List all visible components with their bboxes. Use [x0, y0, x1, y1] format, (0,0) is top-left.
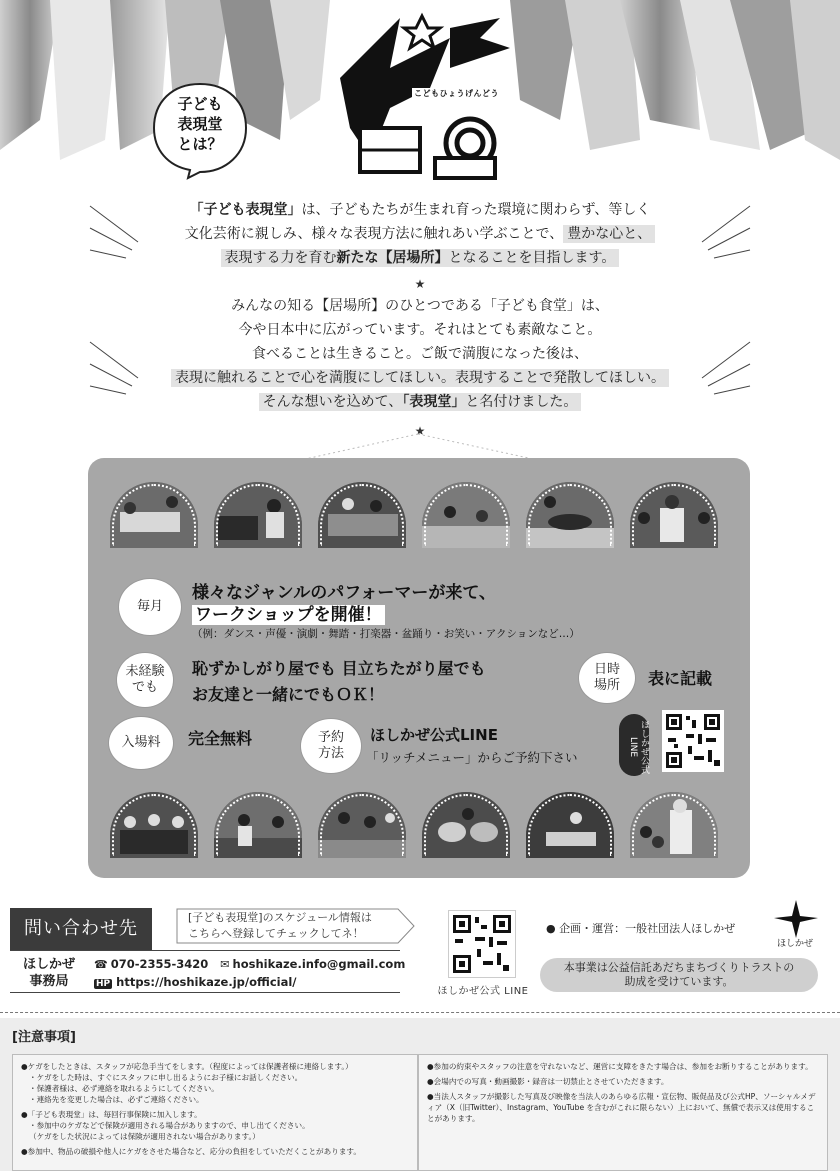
workshop-photo	[318, 482, 406, 548]
callout-line: こちらへ登録してチェックしてネ！	[188, 927, 364, 940]
what-is-text	[150, 94, 250, 154]
note-main: ●ケガをしたときは、スタッフが応急手当てをします。（程度によっては保護者様に連絡します。）	[21, 1062, 353, 1071]
text: と名付けました。	[465, 394, 578, 410]
reserve-line2: 「リッチメニュー」からご予約下さい	[366, 750, 578, 765]
workshop-photo	[214, 482, 302, 548]
star-divider: ★	[414, 424, 426, 438]
workshop-photo	[110, 792, 198, 858]
what-is-bubble	[150, 80, 250, 180]
emphasis: 「表現堂」	[402, 394, 466, 410]
note-sub: ・連絡先を変更した場合は、必ずご連絡ください。	[29, 1095, 204, 1104]
note-main: ●「子ども表現堂」は、毎回行事保険に加入します。	[21, 1110, 202, 1119]
text: となることを目指します。	[448, 250, 616, 266]
note-main: ●当法人スタッフが撮影した写真及び映像を当法人のあらゆる広報・宣伝物、販促品及び公式HP、ソーシャルメディア（X（旧Twitter）、Instagram、YouTube を含むがこれに限らない）上において、無償で表示又は使用することがあります。	[427, 1092, 816, 1123]
note-sub: ・ケガをした時は、すぐにスタッフに申し出るようにお子様にお話しください。	[29, 1073, 303, 1082]
bubble-line: 子ども	[177, 95, 223, 113]
intro-line: みんなの知る【居場所】のひとつである「子ども食堂」は、	[231, 298, 609, 314]
note-item	[427, 1076, 819, 1087]
workshop-photo	[422, 792, 510, 858]
header	[0, 0, 840, 200]
highlight: 豊かな心と、	[563, 225, 655, 243]
contact-phone-mail	[94, 957, 405, 971]
contact-divider	[10, 950, 400, 951]
emphasis: 新たな【居場所】	[336, 250, 449, 266]
text: 表現する力を育む	[224, 250, 337, 266]
homepage-icon: HP	[96, 979, 111, 989]
monthly-line1: 様々なジャンルのパフォーマーが来て、	[192, 583, 497, 603]
schedule-callout-text	[188, 910, 372, 942]
phone-number[interactable]: 070-2355-3420	[110, 957, 209, 971]
contact-divider	[10, 992, 400, 993]
workshop-photo	[526, 482, 614, 548]
note-main: ●参加中、物品の破損や他人にケガをさせた場合など、応分の負担をしていただくことがあります。	[21, 1147, 361, 1156]
name-emphasis: 「子ども表現堂」	[189, 202, 302, 218]
intro-line	[0, 198, 840, 222]
website-url[interactable]: https://hoshikaze.jp/official/	[116, 975, 297, 989]
tag-datetime	[578, 652, 636, 704]
fee-text: 完全無料	[188, 729, 253, 748]
workshop-photo	[422, 482, 510, 548]
monthly-examples: （例：ダンス・声優・演劇・舞踏・打楽器・盆踊り・お笑い・アクションなど…）	[192, 628, 580, 640]
event-info-panel	[88, 458, 750, 878]
email-address[interactable]: hoshikaze.info@gmail.com	[232, 957, 406, 971]
bubble-line: 表現堂	[177, 115, 223, 133]
workshop-photo	[110, 482, 198, 548]
grant-line: 助成を受けています。	[624, 975, 734, 988]
intro-line	[0, 222, 840, 246]
notes-title: [注意事項]	[12, 1030, 76, 1045]
workshop-photo	[214, 792, 302, 858]
highlight: 表現に触れることで心を満腹にしてほしい。表現することで発散してほしい。	[171, 369, 669, 387]
tag-reserve-text: 予約方法	[317, 730, 344, 761]
text: そんな想いを込めて、	[262, 394, 403, 410]
logo	[330, 8, 530, 188]
logo-ruby: こどもひょうげんどう	[414, 89, 499, 98]
grant-notice	[540, 958, 818, 992]
tag-reserve	[300, 718, 362, 774]
highlight-line	[259, 393, 582, 411]
tag-monthly: 毎月	[118, 578, 182, 636]
contact-web	[94, 975, 297, 989]
grant-line: 本事業は公益信託あだちまちづくりトラストの	[563, 961, 795, 974]
note-item	[427, 1061, 819, 1072]
mail-icon: ✉	[220, 958, 230, 971]
intro-line	[0, 366, 840, 390]
notes-right-column	[418, 1054, 828, 1171]
intro-line	[0, 390, 840, 414]
monthly-line2	[192, 600, 385, 625]
intro-line: 今や日本中に広がっています。それはとても素敵なこと。	[238, 322, 602, 338]
text: は、子どもたちが生まれ育った環境に関わらず、等しく	[301, 202, 651, 218]
workshop-photo	[318, 792, 406, 858]
photo-row-bottom	[88, 792, 750, 860]
beginner-line1: 恥ずかしがり屋でも 目立ちたがり屋でも	[192, 659, 486, 678]
workshop-photo	[630, 792, 718, 858]
note-item	[427, 1091, 819, 1124]
photo-row-top	[88, 482, 750, 550]
note-item	[21, 1061, 409, 1105]
highlight-line	[221, 249, 620, 267]
tag-datetime-text: 日時場所	[593, 662, 620, 693]
intro-line: 食べることは生きること。ご飯で満腹になった後は、	[252, 346, 588, 362]
bubble-line: とは？	[177, 135, 223, 153]
intro-concept	[0, 198, 840, 270]
intro-name-origin	[0, 294, 840, 414]
cut-line	[0, 1012, 840, 1013]
logo-label: ほしかぜ	[776, 939, 813, 949]
tag-beginner	[116, 652, 174, 708]
qr-label: ほしかぜ公式 LINE	[437, 986, 529, 997]
callout-line: [子ども表現堂]のスケジュール情報は	[188, 911, 372, 924]
datetime-text: 表に記載	[648, 669, 713, 688]
schedule-callout	[176, 908, 416, 944]
office-name	[18, 956, 80, 990]
intro-line	[0, 246, 840, 270]
note-sub: （ケガをした状況によっては保険が適用されない場合があります。）	[29, 1132, 260, 1141]
office-name-line: ほしかぜ	[22, 957, 75, 972]
qr-pattern	[449, 911, 515, 977]
line-qr-code-bottom[interactable]	[448, 910, 516, 978]
note-main: ●参加の約束やスタッフの注意を守れないなど、運営に支障をきたす場合は、参加をお断りすることがあります。	[427, 1062, 813, 1071]
notes-left-column	[12, 1054, 418, 1171]
text: 文化芸術に親しみ、様々な表現方法に触れあい学ぶことで、	[184, 226, 564, 242]
note-sub: ・保護者様は、必ず連絡を取れるようにしてください。	[29, 1084, 219, 1093]
organizer-text: ● 企画・運営：一般社団法人ほしかぜ	[546, 922, 736, 935]
phone-icon: ☎	[94, 958, 108, 971]
beginner-line2: お友達と一緒にでもＯＫ！	[192, 685, 385, 704]
note-item	[21, 1146, 409, 1157]
tag-beginner-text: 未経験でも	[125, 664, 165, 695]
note-main: ●会場内での写真・動画撮影・録音は一切禁止とさせていただきます。	[427, 1077, 669, 1086]
workshop-photo	[630, 482, 718, 548]
reserve-line1: ほしかぜ公式LINE	[370, 726, 498, 744]
line-qr-code[interactable]	[662, 710, 724, 772]
note-sub: ・参加中のケガなどで保険が適用される場合がありますので、申し出てください。	[29, 1121, 310, 1130]
workshop-photo	[526, 792, 614, 858]
tag-fee: 入場料	[108, 716, 174, 770]
office-name-line: 事務局	[29, 974, 69, 989]
contact-title: 問い合わせ先	[10, 908, 152, 950]
line-side-label: ほしかぜ公式LINE	[619, 714, 649, 776]
note-item	[21, 1109, 409, 1142]
star-divider: ★	[414, 277, 426, 291]
monthly-highlight: ワークショップを開催！	[192, 605, 385, 625]
qr-pattern	[662, 710, 724, 772]
